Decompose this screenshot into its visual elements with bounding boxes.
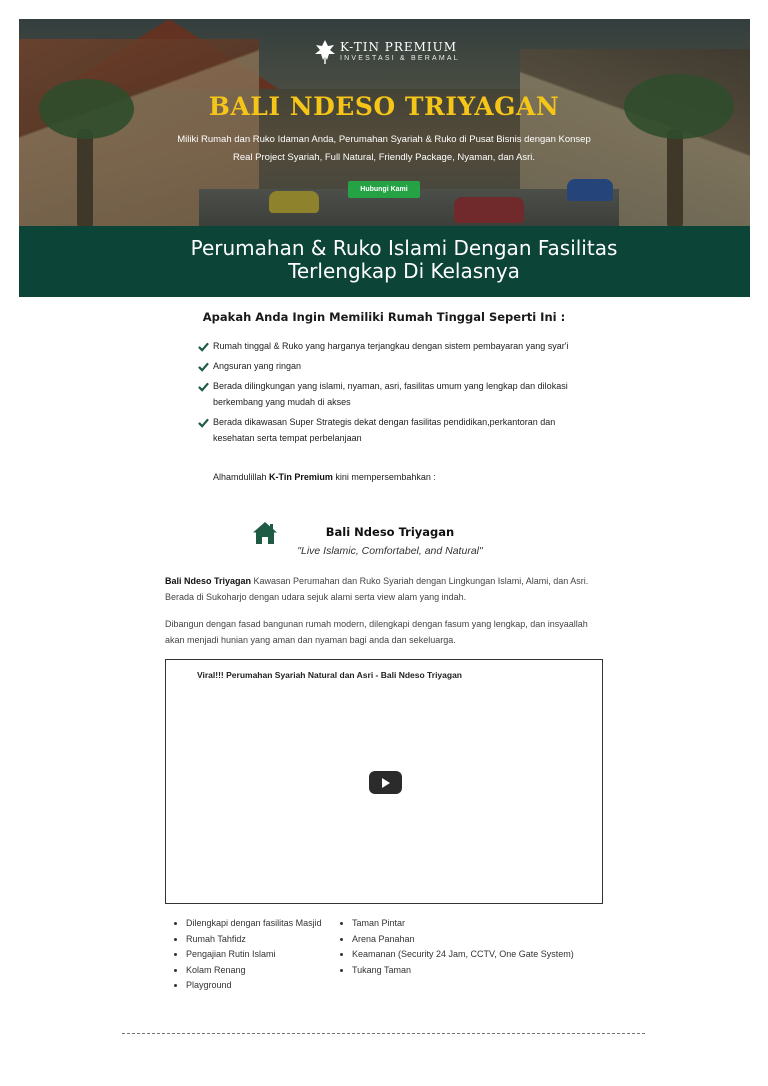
list-item: • Keamanan (Security 24 Jam, CCTV, One Gate System) — [352, 947, 622, 963]
list-item: • Kolam Renang — [186, 963, 336, 979]
banner-line-2: Terlengkap Di Kelasnya — [288, 259, 520, 283]
leaf-icon — [314, 39, 336, 65]
list-item-text: Berada dikawasan Super Strategis dekat dengan fasilitas pendidikan,perkantoran dan kesehatan serta tempat perbelanjaan — [213, 417, 556, 443]
closing-brand: K-Tin Premium — [269, 472, 333, 482]
list-item: • Rumah Tahfidz — [186, 932, 336, 948]
product-tagline: "Live Islamic, Comfortabel, and Natural" — [297, 545, 483, 557]
video-title[interactable]: Viral!!! Perumahan Syariah Natural dan Asri - Bali Ndeso Triyagan — [197, 670, 462, 680]
checkmark-icon — [198, 341, 209, 352]
banner-line-1: Perumahan & Ruko Islami Dengan Fasilitas — [190, 236, 618, 260]
list-item — [198, 338, 578, 354]
product-description-text: Kawasan Perumahan dan Ruko Syariah dengan Lingkungan Islami, Alami, dan Asri. Berada di Sukoharjo dengan udara sejuk alami serta view alam yang indah. — [165, 576, 589, 602]
divider — [122, 1033, 645, 1034]
play-button-icon[interactable] — [369, 771, 402, 794]
list-item-text: Angsuran yang ringan — [213, 361, 302, 371]
logo-tagline: INVESTASI & BERAMAL — [340, 55, 460, 62]
list-item: • Pengajian Rutin Islami — [186, 947, 336, 963]
list-item: • Tukang Taman — [352, 963, 622, 979]
checkmark-icon — [198, 361, 209, 372]
list-item-text: Rumah tinggal & Ruko yang harganya terjangkau dengan sistem pembayaran yang syar'i — [213, 341, 569, 351]
logo-name: K-TIN PREMIUM — [340, 40, 458, 54]
product-name: Bali Ndeso Triyagan — [325, 525, 455, 539]
facilities-list-left — [165, 916, 336, 994]
closing-prefix: Alhamdulillah — [213, 472, 270, 482]
list-item: • Taman Pintar — [352, 916, 622, 932]
list-item: • Arena Panahan — [352, 932, 622, 948]
banner-headline — [19, 237, 768, 283]
product-description-2: Dibangun dengan fasad bangunan rumah modern, dilengkapi dengan fasum yang lengkap, dan insyaallah akan menjadi hunian yang aman dan nyaman bagi anda dan sekeluarga. — [165, 619, 588, 645]
product-description — [165, 573, 605, 605]
hero-title: BALI NDESO TRIYAGAN — [208, 92, 560, 121]
list-item: • Playground — [186, 978, 336, 994]
contact-button[interactable]: Hubungi Kami — [348, 181, 420, 198]
hero-subtitle: Miliki Rumah dan Ruko Idaman Anda, Perumahan Syariah & Ruko di Pusat Bisnis dengan Konsep Real Project Syariah, Full Natural, Friendly Package, Nyaman, dan Asri. — [177, 134, 591, 163]
list-item — [198, 414, 578, 446]
brand-logo — [314, 39, 460, 65]
checkmark-icon — [198, 381, 209, 392]
list-item-text: Berada dilingkungan yang islami, nyaman, asri, fasilitas umum yang lengkap dan dilokasi berkembang yang mudah di akses — [213, 381, 568, 407]
checkmark-icon — [198, 417, 209, 428]
headline-banner — [19, 226, 750, 297]
list-item — [198, 358, 578, 374]
closing-suffix: kini mempersembahkan : — [332, 472, 436, 482]
closing-text — [213, 472, 436, 482]
product-description-brand: Bali Ndeso Triyagan — [165, 576, 252, 586]
benefit-list — [198, 338, 578, 450]
list-item — [198, 378, 578, 410]
list-item: • Dilengkapi dengan fasilitas Masjid — [186, 916, 336, 932]
facilities-list-right — [331, 916, 622, 978]
question-title: Apakah Anda Ingin Memiliki Rumah Tinggal Seperti Ini : — [202, 310, 566, 324]
video-embed[interactable] — [165, 659, 603, 904]
